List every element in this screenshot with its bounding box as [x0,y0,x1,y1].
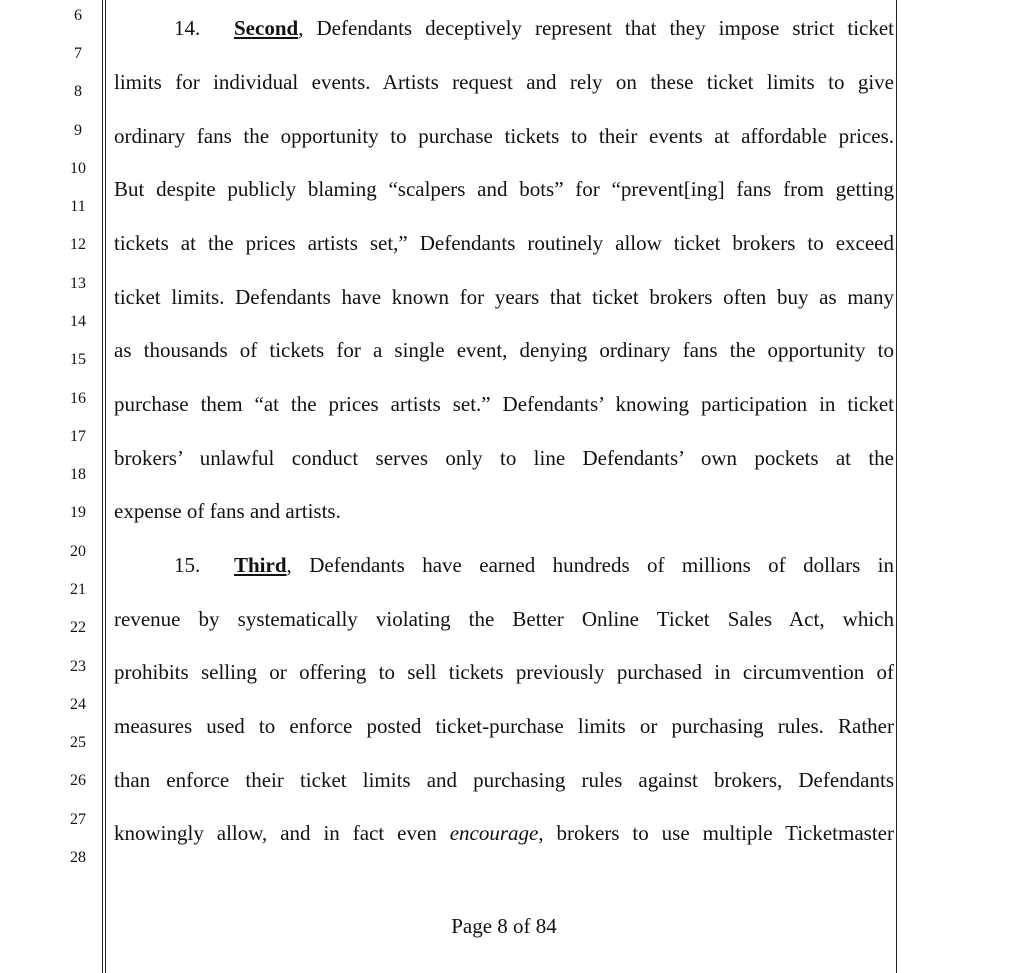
line-number: 16 [70,390,86,407]
text-line: 15. Third, Defendants have earned hundreds of millions of dollars in [174,553,894,577]
line-number: 25 [70,734,86,751]
line-number: 9 [74,122,82,139]
text-line: ordinary fans the opportunity to purchase tickets to their events at affordable prices. [114,124,894,148]
line-number: 19 [70,504,86,521]
text-line: than enforce their ticket limits and purchasing rules against brokers, Defendants [114,768,894,792]
line-number: 14 [70,313,86,330]
line-number: 15 [70,351,86,368]
text-line: prohibits selling or offering to sell tickets previously purchased in circumvention of [114,660,894,684]
page-footer: Page 8 of 84 [451,914,557,938]
line-number: 12 [70,236,86,253]
line-number: 13 [70,275,86,292]
text-line: 14. Second, Defendants deceptively represent that they impose strict ticket [174,16,894,40]
line-number: 17 [70,428,86,445]
line-number: 11 [70,198,86,215]
text-line: expense of fans and artists. [114,499,341,523]
line-number: 6 [74,7,82,24]
line-number: 24 [70,696,86,713]
text-line: as thousands of tickets for a single event, denying ordinary fans the opportunity to [114,338,894,362]
line-number: 18 [70,466,86,483]
line-number: 23 [70,658,86,675]
line-number: 21 [70,581,86,598]
text-line: measures used to enforce posted ticket-purchase limits or purchasing rules. Rather [114,714,894,738]
text-line: tickets at the prices artists set,” Defendants routinely allow ticket brokers to exceed [114,231,894,255]
margin-rule-left-inner [105,0,106,973]
line-number: 7 [74,45,82,62]
emphasis-text: encourage [449,821,539,845]
text-line: knowingly allow, and in fact even encourage, brokers to use multiple Ticketmaster [114,821,894,845]
line-number: 27 [70,811,86,828]
line-number: 26 [70,772,86,789]
text-line: purchase them “at the prices artists set.” Defendants’ knowing participation in ticket [114,392,894,416]
margin-rule-right [896,0,897,973]
text-line: But despite publicly blaming “scalpers and bots” for “prevent[ing] fans from getting [114,177,894,201]
line-number: 20 [70,543,86,560]
line-number: 8 [74,83,82,100]
text-line: ticket limits. Defendants have known for years that ticket brokers often buy as many [114,285,894,309]
line-number: 22 [70,619,86,636]
text-line: brokers’ unlawful conduct serves only to line Defendants’ own pockets at the [114,446,894,470]
margin-rule-left-outer [102,0,103,973]
text-line: revenue by systematically violating the Better Online Ticket Sales Act, which [114,607,894,631]
paragraph-heading: Second [234,16,299,40]
line-number: 10 [70,160,86,177]
paragraph-number: 15. [174,553,201,577]
text-line: limits for individual events. Artists request and rely on these ticket limits to give [114,70,894,94]
line-number: 28 [70,849,86,866]
paragraph-heading: Third [234,553,287,577]
paragraph-number: 14. [174,16,201,40]
